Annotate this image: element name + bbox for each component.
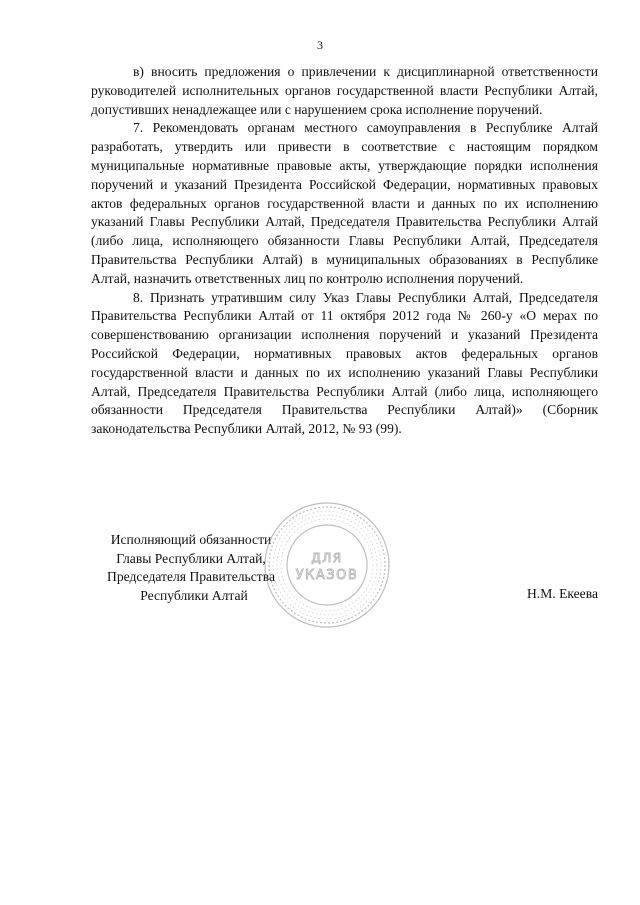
signatory-title (91, 531, 291, 605)
page-number: 3 (317, 38, 323, 52)
stamp-text-line2: УКАЗОВ (295, 568, 359, 583)
stamp-text-line1: ДЛЯ (311, 551, 343, 565)
paragraph-item-v: в) вносить предложения о привлечении к дисциплинарной ответственности руководителей исполнительных органов государственной власти Республики Алтай, допустивших ненадлежащее или с нарушением срока исполнение поручений. (91, 64, 598, 117)
official-seal-stamp (262, 500, 392, 630)
document-body (91, 63, 598, 439)
signatory-title-line: Исполняющий обязанности (110, 532, 272, 547)
signatory-title-line: Главы Республики Алтай, (116, 550, 266, 566)
paragraph-8: 8. Признать утратившим силу Указ Главы Республики Алтай, Председателя Правительства Республики Алтай от 11 октября 2012 года № 260-у «О мерах по совершенствованию организации исполнения поручений и указаний Президента Российской Федерации, нормативных правовых актов федеральных органов государственной власти и данных по их исполнению указаний Главы Республики Алтай, Председателя Правительства Республики Алтай (либо лица, исполняющего обязанности Председателя Правительства Республики Алтай)» (Сборник законодательства Республики Алтай, 2012, № 93 (99). (91, 289, 598, 437)
signatory-name: Н.М. Екеева (526, 586, 598, 601)
signatory-title-line: Председателя Правительства (107, 569, 275, 585)
paragraph-7: 7. Рекомендовать органам местного самоуправления в Республике Алтай разработать, утвердить или привести в соответствие с настоящим порядком муниципальные нормативные правовые акты, утверждающие порядки исполнения поручений и указаний Президента Российской Федерации, нормативных правовых актов федеральных органов государственной власти и данных по их исполнению указаний Главы Республики Алтай, Председателя Правительства Республики Алтай (либо лица, исполняющего обязанности Главы Республики Алтай, Председателя Правительства Республики Алтай) в муниципальных образованиях в Республике Алтай, назначить ответственных лиц по контролю исполнения поручений. (91, 120, 598, 286)
signatory-title-line: Республики Алтай (140, 587, 248, 603)
